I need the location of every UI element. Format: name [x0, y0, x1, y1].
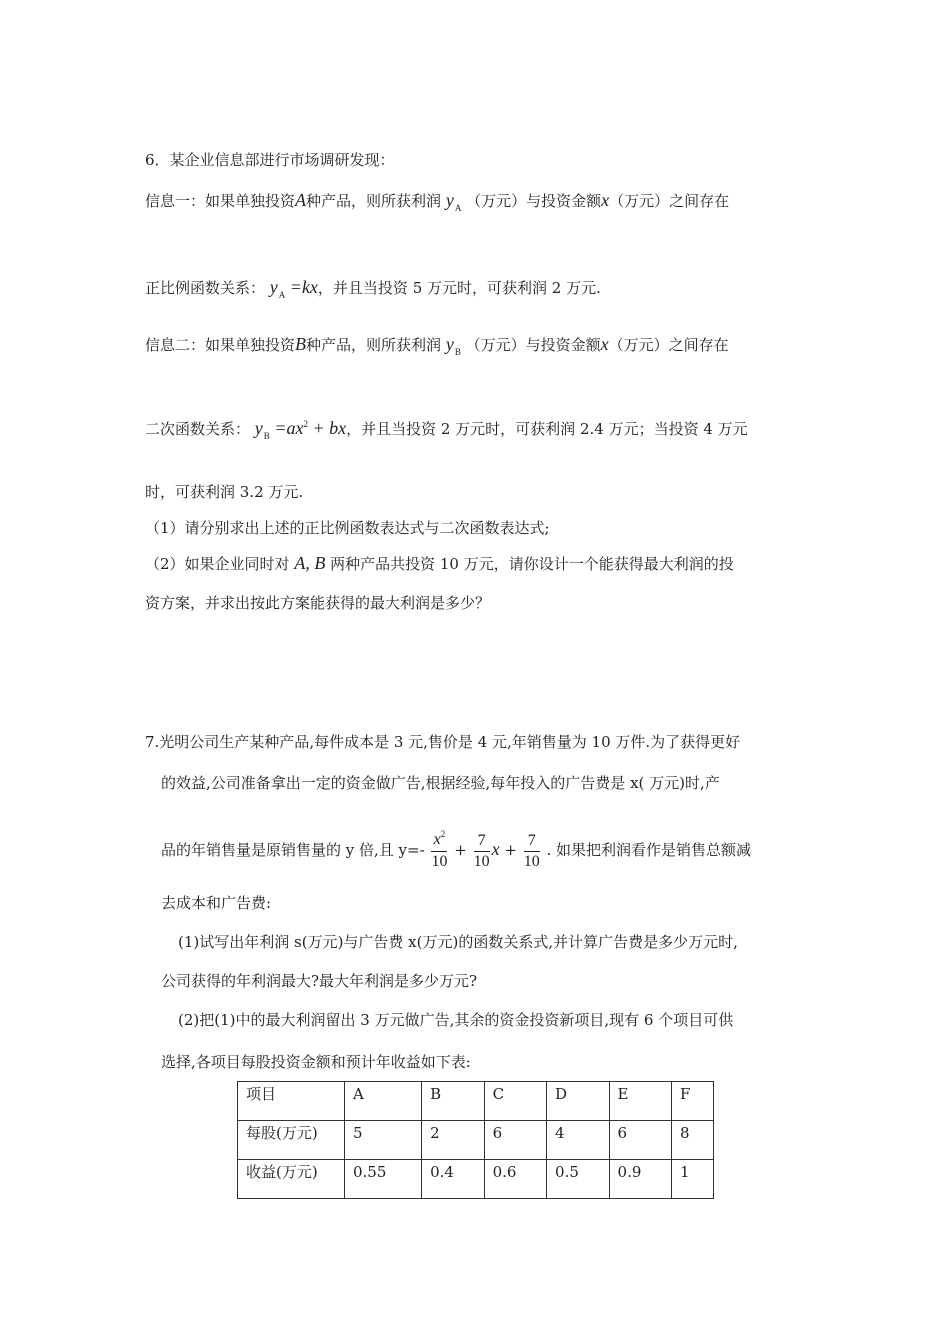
- table-cell: B: [422, 1082, 484, 1121]
- text-segment: （万元）之间存在: [608, 336, 729, 354]
- q7-part2-line1: (2)把(1)中的最大利润留出 3 万元做广告,其余的资金投资新项目,现有 6 个项目可供: [178, 1011, 734, 1029]
- q7-part1-line2: 公司获得的年利润最大?最大年利润是多少万元?: [161, 972, 478, 990]
- var-yb: $y_B$: [445, 334, 461, 357]
- q7-part1-line1: (1)试写出年利润 s(万元)与广告费 x(万元)的函数关系式,并计算广告费是多少万元时,: [178, 933, 738, 951]
- text-segment: . 如果把利润看作是销售总额减: [546, 841, 752, 859]
- table-cell: 0.6: [484, 1160, 546, 1199]
- table-row: [238, 1121, 714, 1160]
- text-segment: （万元）与投资金额: [465, 336, 601, 354]
- table-cell: 6: [484, 1121, 546, 1160]
- table-cell: 0.4: [422, 1160, 484, 1199]
- q6-info2-line1: [145, 334, 729, 357]
- text-segment: （万元）与投资金额: [466, 192, 602, 210]
- table-cell: 0.5: [547, 1160, 609, 1199]
- q6-info2-line2: [145, 418, 748, 441]
- text-segment: （万元）之间存在: [609, 192, 730, 210]
- plus-sign: +: [454, 841, 467, 859]
- table-cell: 每股(万元): [238, 1121, 345, 1160]
- plus-sign: +: [504, 841, 517, 859]
- var-ya: $y_A$: [445, 190, 462, 213]
- text-segment: 信息二：如果单独投资: [145, 336, 296, 354]
- q6-intro: 6．某企业信息部进行市场调研发现：: [145, 151, 395, 169]
- fraction-7-over-10: $\frac{7}{10}$: [473, 831, 490, 870]
- table-cell: A: [345, 1082, 422, 1121]
- vars-ab: A, B: [294, 553, 326, 573]
- text-segment: 二次函数关系：: [145, 420, 251, 438]
- text-segment: ，并且当投资 5 万元时，可获利润 2 万元.: [317, 279, 601, 297]
- text-segment: 种产品，则所获利润: [306, 192, 442, 210]
- q6-info2-line3: 时，可获利润 3.2 万元.: [145, 483, 304, 501]
- text-segment: 品的年销售量是原销售量的 y 倍,且 y=-: [161, 841, 425, 859]
- fraction-7-over-10: $\frac{7}{10}$: [523, 831, 540, 870]
- var-b: B: [295, 334, 307, 354]
- fraction-x2-over-10: $\frac{x^2}{10}$: [431, 829, 448, 870]
- text-segment: 正比例函数关系：: [145, 279, 266, 297]
- text-segment: ，并且当投资 2 万元时，可获利润 2.4 万元；当投资 4 万元: [346, 420, 748, 438]
- formula-ya-kx: $y_A =kx$: [269, 277, 318, 300]
- table-cell: 4: [547, 1121, 609, 1160]
- text-segment: 两种产品共投资 10 万元，请你设计一个能获得最大利润的投: [330, 555, 734, 573]
- q6-info1-line1: [145, 190, 729, 213]
- q7-line4: 去成本和广告费:: [161, 894, 272, 912]
- formula-yb-quadratic: $y_B =ax^2$ + bx: [254, 418, 347, 441]
- table-cell: C: [484, 1082, 546, 1121]
- table-cell: 1: [672, 1160, 714, 1199]
- table-row: [238, 1082, 714, 1121]
- text-segment: （2）如果企业同时对: [145, 555, 290, 573]
- q6-part2-line1: [145, 553, 734, 574]
- table-row: [238, 1160, 714, 1199]
- text-segment: 信息一：如果单独投资: [145, 192, 296, 210]
- table-cell: 0.9: [609, 1160, 671, 1199]
- var-x: x: [491, 839, 500, 859]
- q6-part2-line2: 资方案，并求出按此方案能获得的最大利润是多少？: [145, 594, 491, 612]
- var-x: x: [600, 334, 609, 354]
- text-segment: 种产品，则所获利润: [306, 336, 442, 354]
- var-a: A: [295, 190, 307, 210]
- var-x: x: [601, 190, 610, 210]
- table-cell: E: [609, 1082, 671, 1121]
- table-cell: 2: [422, 1121, 484, 1160]
- table-cell: D: [547, 1082, 609, 1121]
- table-cell: 0.55: [345, 1160, 422, 1199]
- table-cell: F: [672, 1082, 714, 1121]
- table-cell: 收益(万元): [238, 1160, 345, 1199]
- table-cell: 项目: [238, 1082, 345, 1121]
- q6-info1-line2: [145, 277, 601, 300]
- q7-line3: [161, 828, 751, 872]
- q7-part2-line2: 选择,各项目每股投资金额和预计年收益如下表:: [161, 1053, 471, 1071]
- q6-part1: （1）请分别求出上述的正比例函数表达式与二次函数表达式;: [145, 519, 550, 537]
- q7-line1: 7.光明公司生产某种产品,每件成本是 3 元,售价是 4 元,年销售量为 10 万件.为了获得更好: [145, 733, 741, 751]
- q7-line2: 的效益,公司准备拿出一定的资金做广告,根据经验,每年投入的广告费是 x( 万元)时,产: [161, 774, 720, 792]
- table-cell: 5: [345, 1121, 422, 1160]
- table-cell: 8: [672, 1121, 714, 1160]
- investment-table: [237, 1081, 714, 1199]
- table-cell: 6: [609, 1121, 671, 1160]
